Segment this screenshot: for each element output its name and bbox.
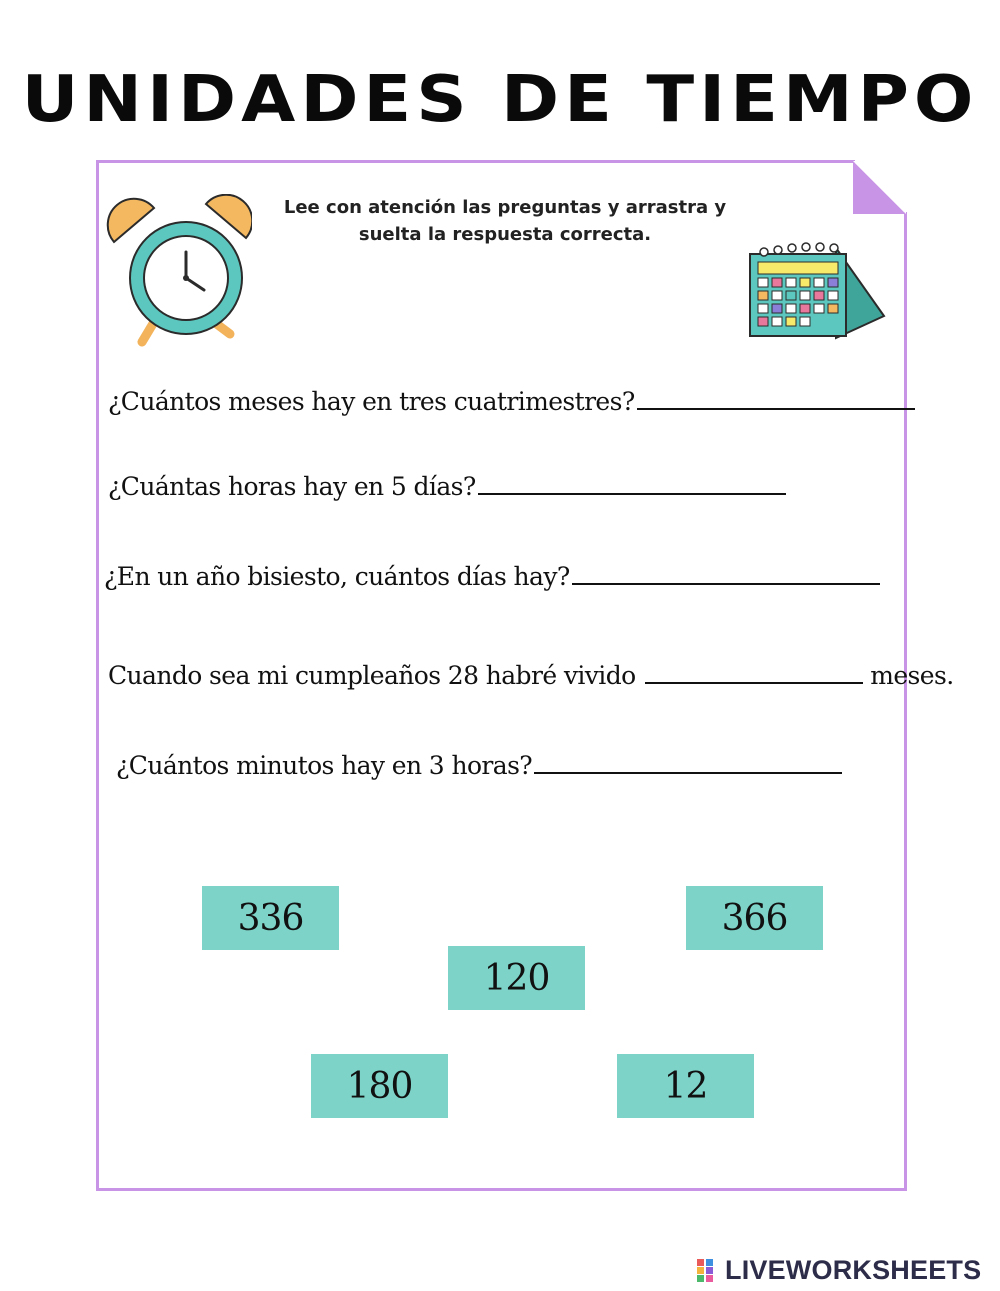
question-3 xyxy=(104,561,880,591)
instructions-text xyxy=(260,194,750,248)
answer-drop-zone-3[interactable] xyxy=(572,561,880,585)
question-5-text: ¿Cuántos minutos hay en 3 horas? xyxy=(116,751,533,780)
question-3-text: ¿En un año bisiesto, cuántos días hay? xyxy=(104,562,570,591)
answer-tile-336[interactable]: 336 xyxy=(202,886,339,950)
calendar-icon xyxy=(744,238,886,342)
answer-drop-zone-1[interactable] xyxy=(637,386,915,410)
instructions-line-1: Lee con atención las preguntas y arrastra y xyxy=(283,197,727,218)
question-4 xyxy=(108,660,954,690)
answer-tile-12[interactable]: 12 xyxy=(617,1054,754,1118)
instructions-line-2: suelta la respuesta correcta. xyxy=(358,224,652,245)
worksheet-border-top xyxy=(96,160,855,163)
page-fold-corner xyxy=(853,161,906,214)
question-2 xyxy=(108,471,786,501)
answer-drop-zone-5[interactable] xyxy=(534,750,842,774)
question-4-suffix: meses. xyxy=(862,661,954,690)
answer-tile-180[interactable]: 180 xyxy=(311,1054,448,1118)
answer-drop-zone-2[interactable] xyxy=(478,471,786,495)
liveworksheets-brand[interactable] xyxy=(696,1254,981,1286)
answer-drop-zone-4[interactable] xyxy=(645,660,863,684)
alarm-clock-icon xyxy=(106,194,252,350)
question-5 xyxy=(116,750,842,780)
answer-tile-120[interactable]: 120 xyxy=(448,946,585,1010)
question-4-text: Cuando sea mi cumpleaños 28 habré vivido xyxy=(108,661,643,690)
liveworksheets-logo-icon xyxy=(696,1257,722,1283)
page-title: UNIDADES DE TIEMPO xyxy=(21,61,979,137)
question-2-text: ¿Cuántas horas hay en 5 días? xyxy=(108,472,476,501)
answer-tile-366[interactable]: 366 xyxy=(686,886,823,950)
worksheet-border-right xyxy=(904,212,907,1191)
question-1 xyxy=(108,386,915,416)
question-1-text: ¿Cuántos meses hay en tres cuatrimestres? xyxy=(108,387,635,416)
brand-name: LIVEWORKSHEETS xyxy=(725,1254,982,1285)
